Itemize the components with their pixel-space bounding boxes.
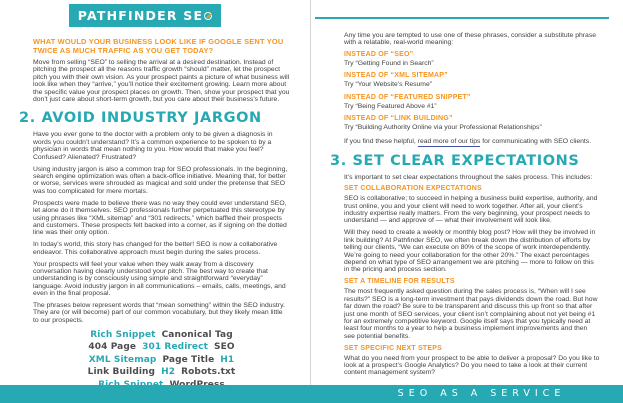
footer-title: SEO AS A SERVICE bbox=[397, 388, 566, 399]
body-paragraph: Using industry jargon is also a common trap for SEO professionals. In the beginning, search engine optimization was often a back-office initiative. Meaning that, for better or worse, services were shrouded as magical and sold under the pretense that SEO was too complicated for mere mortals. bbox=[33, 165, 288, 195]
word-cloud-term: 301 Redirect bbox=[142, 342, 208, 353]
tips-prefix: If you find these helpful, bbox=[344, 138, 418, 146]
substitution-block bbox=[344, 72, 600, 88]
word-cloud-term: Canonical Tag bbox=[161, 329, 233, 340]
logo-text: PATHFINDER SE bbox=[77, 8, 204, 23]
compass-o-icon bbox=[204, 12, 212, 20]
right-page-content bbox=[311, 19, 623, 377]
body-paragraph: Will they need to create a weekly or monthly blog post? How will they be involved in link building? At Pathfinder SEO, we often break down the distribution of efforts by telling our clients, “We can execute on 80% of the scope of work interdependently. We’re going to need your collaboration for the other 20%.” The exact percentages depend on what type of SEO arrangement we are pitching — more to follow on this in the pricing and process section. bbox=[344, 229, 596, 274]
expectation-subsections bbox=[344, 185, 600, 377]
word-cloud-term: Link Building bbox=[87, 367, 156, 378]
substitution-heading: INSTEAD OF “LINK BUILDING” bbox=[344, 115, 453, 123]
right-page bbox=[310, 0, 623, 385]
substitution-block bbox=[344, 51, 600, 67]
read-more-tips-link[interactable]: read more of our tips bbox=[417, 138, 481, 146]
subsection-heading: SET A TIMELINE FOR RESULTS bbox=[344, 278, 455, 286]
word-cloud-term: Rich Snippet bbox=[90, 329, 156, 340]
word-cloud-line bbox=[33, 354, 290, 367]
substitute-intro-paragraph: Any time you are tempted to use one of these phrases, consider a substitute phrase with a relatable, real-world meaning: bbox=[344, 31, 597, 46]
substitution-suggestion: Try “Your Website’s Resume” bbox=[344, 81, 433, 89]
body-paragraph: SEO is collaborative; to succeed in helping a business build expertise, authority, and trust online, you and your client will need to work together. After all, your client’s industry expertise really matters. From the very beginning, your prospect needs to understand — and approve of — what their involvement will look like. bbox=[344, 195, 598, 225]
expectation-subsection bbox=[344, 345, 600, 377]
jargon-word-cloud bbox=[33, 329, 290, 392]
word-cloud-term: Page Title bbox=[162, 354, 215, 365]
substitution-suggestion: Try “Being Featured Above #1” bbox=[344, 102, 437, 110]
word-cloud-term: H2 bbox=[161, 367, 176, 378]
word-cloud-line bbox=[33, 341, 290, 354]
section-2-heading: 2. AVOID INDUSTRY JARGON bbox=[19, 110, 262, 127]
substitution-block bbox=[344, 115, 600, 131]
intro-question-heading: WHAT WOULD YOUR BUSINESS LOOK LIKE IF GOOGLE SENT YOU TWICE AS MUCH TRAFFIC AS YOU GET TODAY? bbox=[33, 37, 284, 55]
section-3-intro: It’s important to set clear expectations throughout the sales process. This includes: bbox=[344, 173, 593, 181]
word-cloud-term: 404 Page bbox=[88, 342, 137, 353]
left-page bbox=[0, 0, 310, 385]
substitution-heading: INSTEAD OF “FEATURED SNIPPET” bbox=[344, 93, 471, 101]
intro-paragraph: Move from selling “SEO” to selling the arrival at a desired destination. Instead of pitching the prospect all the reasons traffic growth “should” matter, let the prospect pitch you with their own vision. As your prospect paints a picture of what business will look like when they “arrive,” you’ll notice their excitement growing. Learn more about the specific value your prospect places on growth. Then, show your prospect that you don’t just care about short-term growth, but you care about their business’s future. bbox=[33, 59, 290, 104]
word-cloud-line bbox=[33, 329, 290, 342]
subsection-heading: SET COLLABORATION EXPECTATIONS bbox=[344, 185, 482, 193]
expectation-subsection bbox=[344, 278, 600, 340]
word-cloud-line bbox=[33, 366, 290, 379]
substitution-list bbox=[344, 51, 600, 132]
left-page-content bbox=[0, 37, 290, 391]
body-paragraph: The most frequently asked question during the sales process is, “When will I see results?” SEO is a long-term investment that pays dividends down the road. But how far down the road? Be sure to be transparent and discuss this up front so that after just one month of SEO services, your client isn’t complaining about not yet being #1 for an extremely competitive keyword. Google itself says that you typically need at least four months to a year to help a business implement improvements and then see potential benefits. bbox=[344, 288, 598, 340]
footer-band bbox=[0, 385, 623, 403]
expectation-subsection bbox=[344, 185, 600, 274]
substitution-block bbox=[344, 94, 600, 110]
jargon-paragraphs bbox=[33, 131, 290, 324]
word-cloud-term: H1 bbox=[220, 354, 235, 365]
word-cloud-term: Robots.txt bbox=[181, 367, 236, 378]
body-paragraph: Prospects were made to believe there was no way they could ever understand SEO, let alone do it themselves. SEO professionals further perpetuated this stereotype by using phrases like “XML sitemap” and “301 redirects,” which baffled their prospects and customers. These prospects felt backed into a corner, as if signing on the dotted line was their only option. bbox=[33, 199, 287, 237]
tips-sentence bbox=[344, 138, 600, 145]
subsection-heading: SET SPECIFIC NEXT STEPS bbox=[344, 344, 442, 352]
word-cloud-term: XML Sitemap bbox=[88, 354, 157, 365]
section-3-heading: 3. SET CLEAR EXPECTATIONS bbox=[330, 152, 580, 169]
substitution-suggestion: Try “Getting Found in Search” bbox=[344, 59, 434, 67]
substitution-suggestion: Try “Building Authority Online via your Professional Relationships” bbox=[344, 124, 542, 132]
body-paragraph: Have you ever gone to the doctor with a problem only to be given a diagnosis in words you couldn’t understand? It’s a common experience to be spoken to by a physician in words that mean nothing to you. How would that make you feel? Confused? Alienated? Frustrated? bbox=[33, 131, 273, 161]
tips-suffix: for communicating with SEO clients. bbox=[480, 138, 592, 146]
word-cloud-term: SEO bbox=[213, 342, 235, 353]
body-paragraph: In today’s world, this story has changed for the better! SEO is now a collaborative endeavor. This collaborative approach must begin during the sales process. bbox=[33, 241, 278, 256]
pathfinder-seo-logo bbox=[69, 4, 221, 27]
body-paragraph: Your prospects will feel your value when they walk away from a discovery conversation having clearly understood your pitch. The best way to create that understanding is by consciously using simple and straightforward “everyday” language. Avoid industry jargon in all communications – emails, calls, meetings, and even in the final proposal. bbox=[33, 260, 286, 298]
body-paragraph: What do you need from your prospect to be able to deliver a proposal? Do you like to look at a prospect’s Google Analytics? Do you need to take a look at their current content management system? bbox=[344, 354, 600, 377]
substitution-heading: INSTEAD OF “SEO” bbox=[344, 50, 414, 58]
substitution-heading: INSTEAD OF “XML SITEMAP” bbox=[344, 72, 448, 80]
body-paragraph: The phrases below represent words that “mean something” within the SEO industry. They are (or will become) part of our common vocabulary, but they likely mean little to our prospects. bbox=[33, 302, 285, 324]
